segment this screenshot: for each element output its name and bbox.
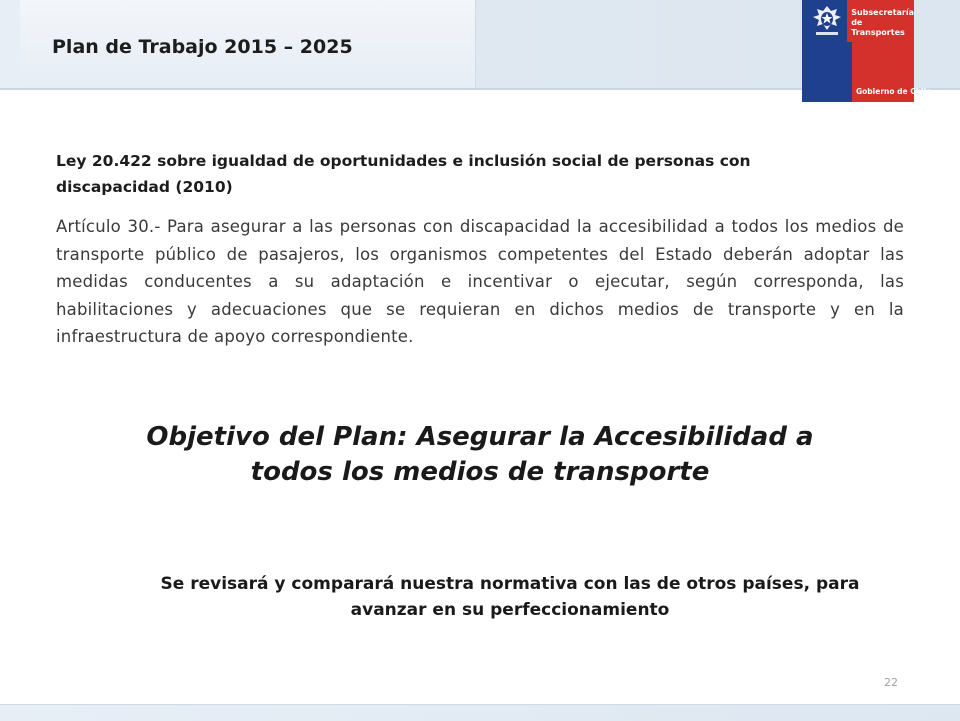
review-line-2: avanzar en su perfeccionamiento <box>350 600 670 620</box>
footer-band <box>0 704 960 721</box>
review-statement <box>60 571 960 623</box>
logo-line-transportes: de Transportes <box>851 18 905 37</box>
plan-objective <box>80 420 880 490</box>
logo-government-text: Gobierno de Chile <box>856 87 932 96</box>
coat-of-arms-icon <box>808 3 846 39</box>
logo-line-subsecretaria: Subsecretaría <box>851 8 914 17</box>
page-number: 22 <box>884 676 898 689</box>
objective-line-2: todos los medios de transporte <box>250 457 710 487</box>
article-text: Artículo 30.- Para asegurar a las personas con discapacidad la accesibilidad a todos los medios de transporte público de pasajeros, los organismos competentes del Estado deberán adoptar las medidas conducentes a su adaptación e incentivar o ejecutar, según corresponda, las habilitaciones y adecuaciones que se requieran en dichos medios de transporte y en la infraestructura de apoyo correspondiente. <box>56 217 904 346</box>
slide-title: Plan de Trabajo 2015 – 2025 <box>52 36 353 58</box>
review-line-1: Se revisará y comparará nuestra normativa con las de otros países, para <box>160 574 860 594</box>
ministry-logo <box>802 0 932 102</box>
objective-line-1: Objetivo del Plan: Asegurar la Accesibilidad a <box>146 422 814 452</box>
law-title: Ley 20.422 sobre igualdad de oportunidades e inclusión social de personas con discapacidad (2010) <box>56 152 751 196</box>
